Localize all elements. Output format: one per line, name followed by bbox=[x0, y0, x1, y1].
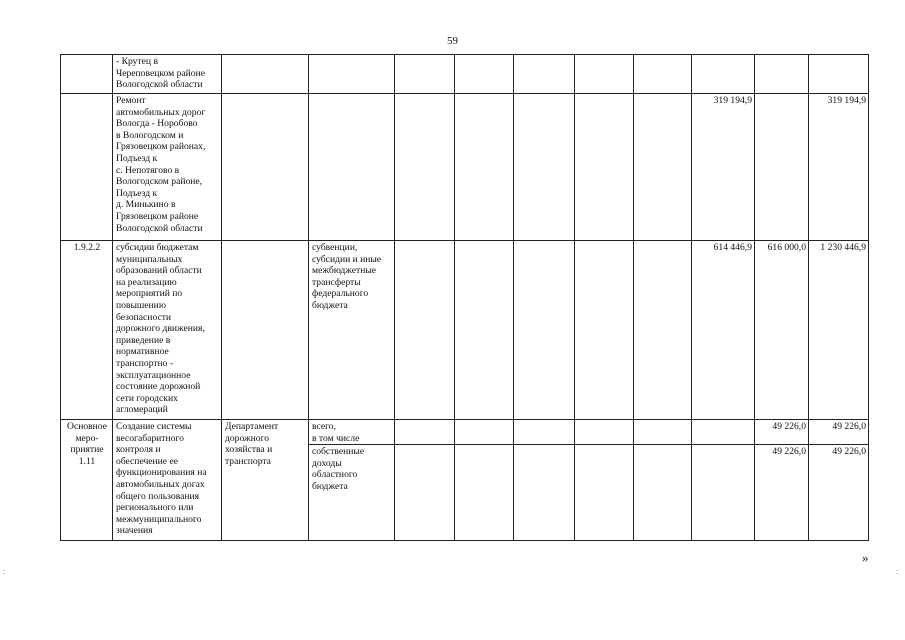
value-2021-cell: 49 226,0 bbox=[755, 420, 809, 445]
event-name-cell: Ремонт автомобильных дорог Вологда - Норобово в Вологодском и Грязовецком районах, Подъезд к с. Непотягово в Вологодском районе, Подъезд к д. Минькино в Грязовецком районе Вологодской области bbox=[113, 94, 222, 241]
table-row bbox=[61, 94, 869, 241]
row-code-cell bbox=[61, 55, 113, 94]
row-code-cell bbox=[61, 94, 113, 241]
value-2021-cell: 616 000,0 bbox=[755, 241, 809, 420]
funding-source-cell: всего, в том числе bbox=[309, 420, 395, 445]
table-row bbox=[61, 241, 869, 420]
event-name-cell: субсидии бюджетам муниципальных образований области на реализацию мероприятий по повышению безопасности дорожного движения, приведение в нормативное транспортно - эксплуатационное состояние дорожной сети городских агломераций bbox=[113, 241, 222, 420]
value-2021-cell bbox=[755, 94, 809, 241]
scan-speck: : bbox=[3, 567, 6, 576]
continuation-mark: » bbox=[862, 550, 869, 565]
value-total-cell: 1 230 446,9 bbox=[809, 241, 869, 420]
event-name-cell: - Крутец в Череповецком районе Вологодской области bbox=[113, 55, 222, 94]
event-name-cell: Создание системы весогабаритного контроля и обеспечение ее функционирования на автомобильных догах общего пользования регионального или межмуниципального значения bbox=[113, 420, 222, 541]
table-row bbox=[61, 55, 869, 94]
value-total-cell: 49 226,0 bbox=[809, 445, 869, 541]
value-2021-cell: 49 226,0 bbox=[755, 445, 809, 541]
executor-cell bbox=[222, 241, 309, 420]
row-code-cell: Основное меро- приятие 1.11 bbox=[61, 420, 113, 541]
funding-source-cell: собственные доходы областного бюджета bbox=[309, 445, 395, 541]
value-2020-cell: 319 194,9 bbox=[692, 94, 755, 241]
value-total-cell: 319 194,9 bbox=[809, 94, 869, 241]
value-total-cell: 49 226,0 bbox=[809, 420, 869, 445]
scan-speck: : bbox=[896, 567, 899, 576]
table-row bbox=[61, 420, 869, 445]
funding-source-cell: субвенции, субсидии и иные межбюджетные трансферты федерального бюджета bbox=[309, 241, 395, 420]
page-number: 59 bbox=[447, 35, 458, 47]
executor-cell: Департамент дорожного хозяйства и транспорта bbox=[222, 420, 309, 541]
value-2020-cell: 614 446,9 bbox=[692, 241, 755, 420]
budget-table bbox=[60, 54, 869, 541]
row-code-cell: 1.9.2.2 bbox=[61, 241, 113, 420]
